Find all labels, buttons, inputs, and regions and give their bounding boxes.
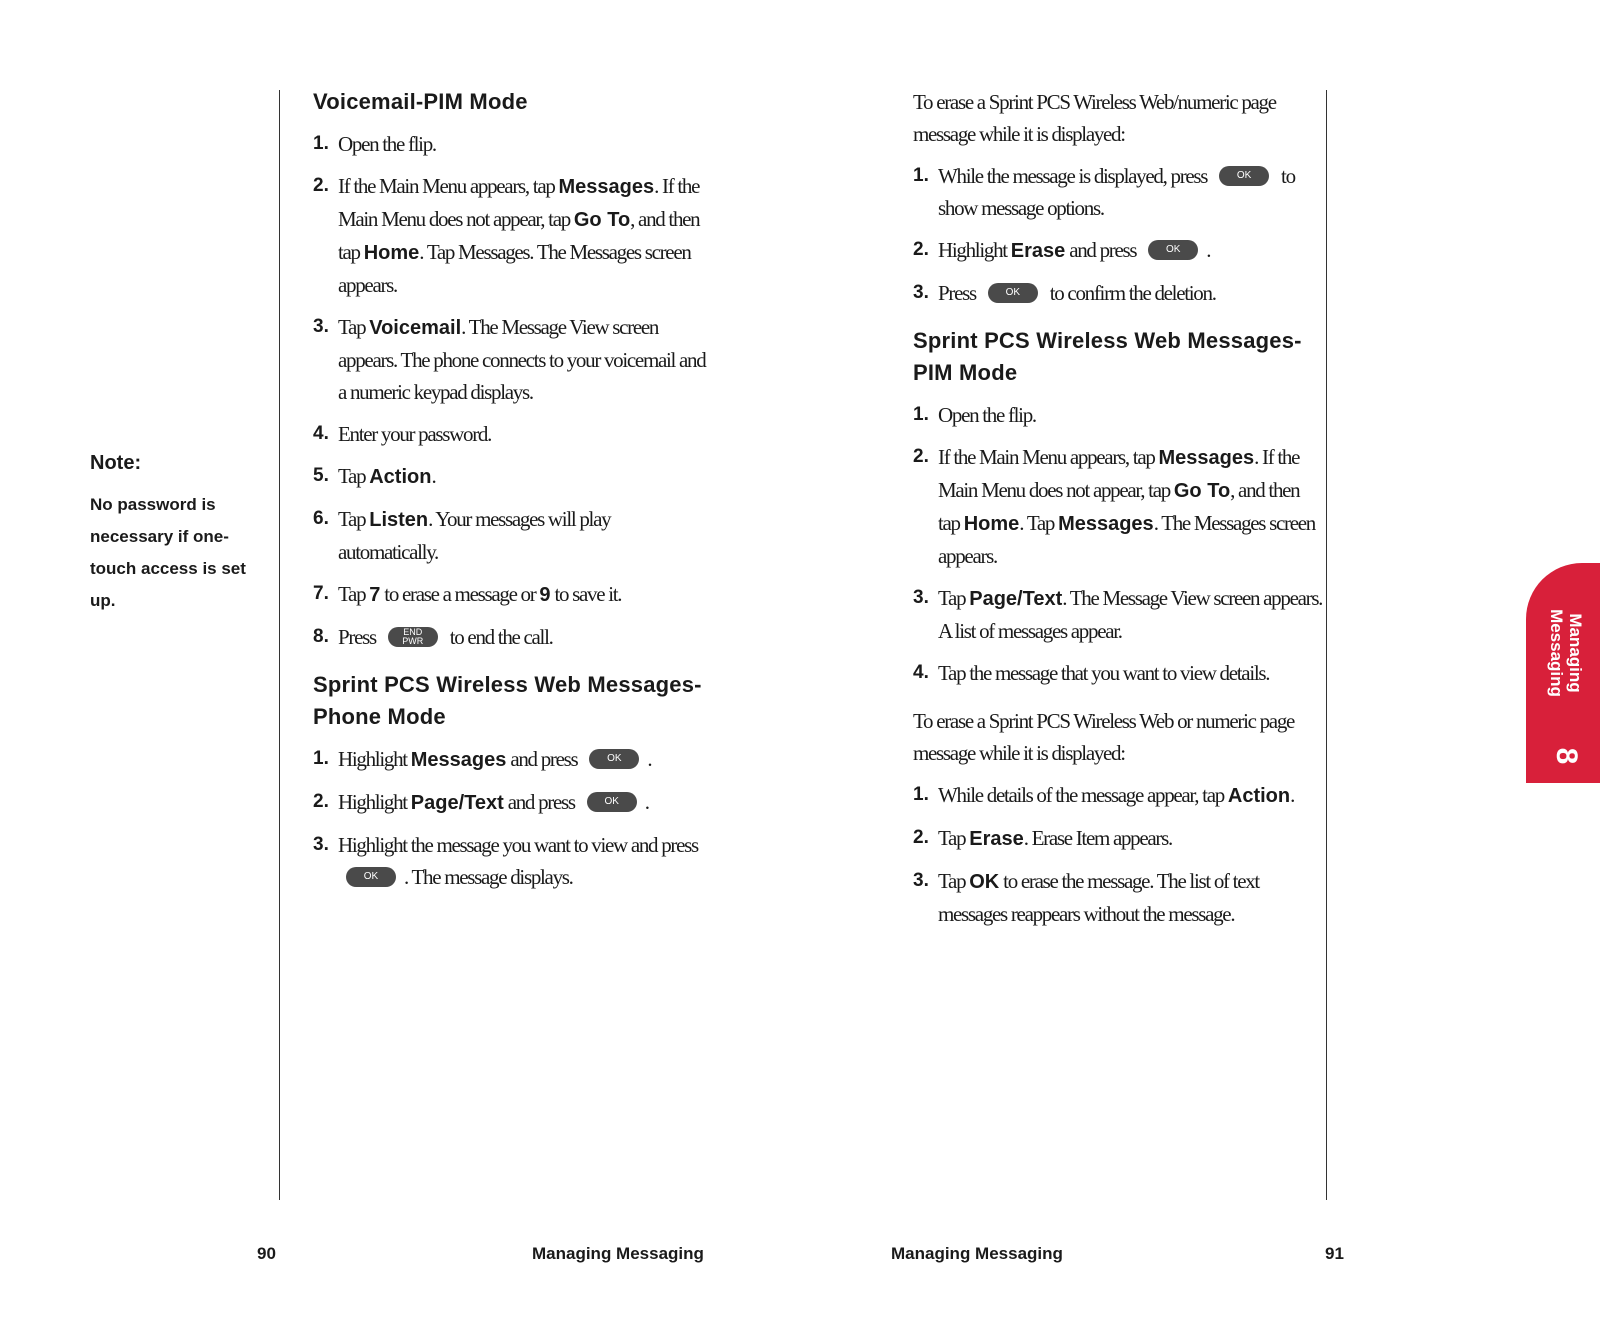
heading-wireless-web-pim-mode: Sprint PCS Wireless Web Messages-PIM Mode (913, 328, 1302, 385)
note-title: Note: (90, 452, 142, 474)
chapter-tab (1526, 563, 1600, 783)
list-item: 1. While details of the message appear, tap Action. (913, 783, 1295, 807)
right-page-content (913, 86, 1323, 946)
list-item: 2. Highlight Erase and press OK . (913, 238, 1211, 262)
list-item: 6. Tap Listen. Your messages will play automatically. (313, 507, 611, 564)
chapter-number: 8 (1550, 747, 1583, 765)
list-item: 4. Enter your password. (313, 422, 492, 446)
heading-voicemail-pim-mode: Voicemail-PIM Mode (313, 89, 528, 114)
list-item: 1. Highlight Messages and press OK . (313, 747, 652, 771)
chapter-tab-label: Managing Messaging (1547, 609, 1585, 697)
erase-steps-2 (913, 779, 1323, 930)
list-item: 2. Tap Erase. Erase Item appears. (913, 826, 1172, 850)
list-item: 1. Open the flip. (913, 403, 1036, 427)
list-item: 4. Tap the message that you want to view details. (913, 661, 1270, 685)
page-number-right: 91 (1325, 1244, 1344, 1263)
list-item: 2. If the Main Menu appears, tap Messages. If the Main Menu does not appear, tap Go To, and then tap Home. Tap Messages. The Messages screen appears. (913, 445, 1315, 568)
list-item: 1. Open the flip. (313, 132, 436, 156)
list-item: 3. Press OK to confirm the deletion. (913, 281, 1216, 305)
end-pwr-key-icon: END PWR (388, 627, 438, 647)
ok-key-icon: OK (988, 283, 1038, 303)
list-item: 2. Highlight Page/Text and press OK . (313, 790, 649, 814)
list-item: 2. If the Main Menu appears, tap Messages. If the Main Menu does not appear, tap Go To, and then tap Home. Tap Messages. The Messages screen appears. (313, 174, 700, 297)
sidebar-note (90, 452, 260, 617)
ok-key-icon: OK (589, 749, 639, 769)
list-item: 8. Press END PWR to end the call. (313, 625, 553, 649)
ok-key-icon: OK (1148, 240, 1198, 260)
voicemail-pim-steps (313, 128, 713, 653)
running-title-right: Managing Messaging (891, 1244, 1063, 1263)
running-title-left: Managing Messaging (532, 1244, 704, 1263)
left-page-content (313, 86, 713, 909)
ok-key-icon: OK (346, 867, 396, 887)
list-item: 1. While the message is displayed, press OK to show message options. (913, 164, 1295, 220)
list-item: 5. Tap Action. (313, 464, 436, 488)
list-item: 3. Tap Voicemail. The Message View screen appears. The phone connects to your voicemail and a numeric keypad displays. (313, 315, 706, 404)
note-body: No password is necessary if one-touch access is set up. (90, 495, 246, 610)
list-item: 7. Tap 7 to erase a message or 9 to save it. (313, 582, 622, 606)
list-item: 3. Tap OK to erase the message. The list of text messages reappears without the message. (913, 869, 1259, 926)
erase-intro-1: To erase a Sprint PCS Wireless Web/numeric page message while it is displayed: (913, 90, 1276, 146)
heading-wireless-web-phone-mode: Sprint PCS Wireless Web Messages-Phone Mode (313, 672, 702, 729)
wireless-web-phone-steps (313, 743, 713, 893)
erase-steps-1 (913, 160, 1323, 309)
ok-key-icon: OK (587, 792, 637, 812)
page-number-left: 90 (257, 1244, 276, 1263)
wireless-web-pim-steps (913, 399, 1323, 689)
right-margin-rule (1326, 90, 1327, 1200)
list-item: 3. Highlight the message you want to view and press OK . The message displays. (313, 833, 698, 889)
list-item: 3. Tap Page/Text. The Message View screen appears. A list of messages appear. (913, 586, 1323, 643)
ok-key-icon: OK (1219, 166, 1269, 186)
left-margin-rule (279, 90, 280, 1200)
erase-intro-2: To erase a Sprint PCS Wireless Web or numeric page message while it is displayed: (913, 709, 1295, 765)
